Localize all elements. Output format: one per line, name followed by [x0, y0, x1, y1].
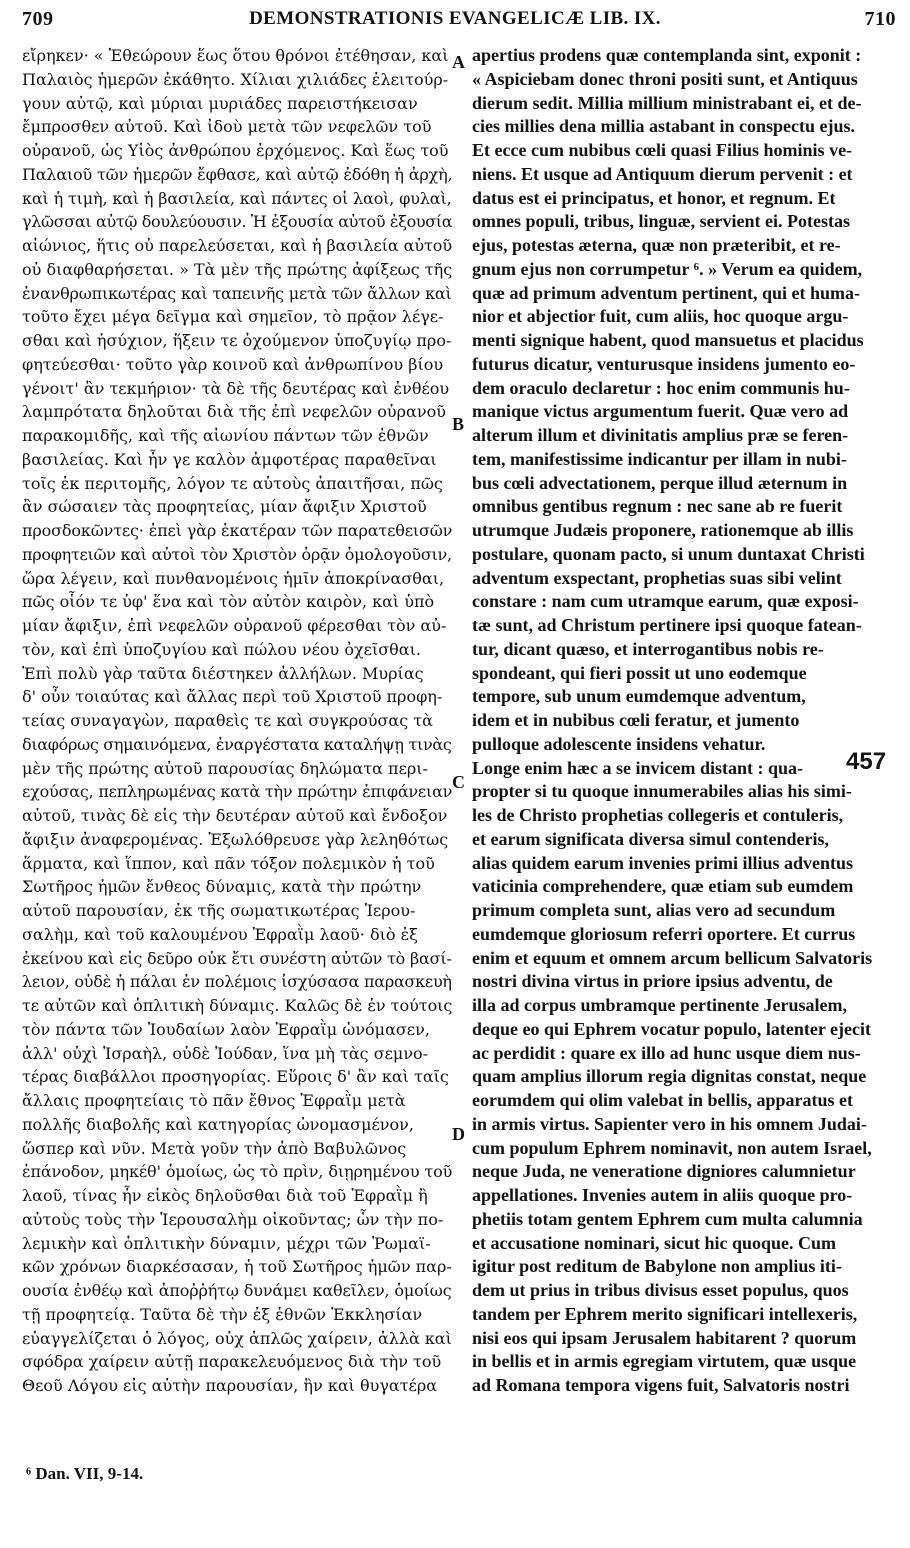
greek-text-line: προσδοκῶντες· ἐπεὶ γὰρ ἑκατέραν τῶν παρατεθεισῶν — [22, 521, 452, 540]
greek-text-line: τέρας διαβάλλοι προσηγορίας. Εὕροις δ' ἂν καὶ ταῖς — [22, 1067, 449, 1087]
section-marker-a: A — [452, 52, 465, 72]
latin-text-line: dem oraculo declaretur : hoc enim communis hu- — [472, 377, 850, 398]
greek-text-line: αὐτοῦ παρουσίαν, ἐκ τῆς σωματικωτέρας Ἱερου- — [22, 901, 416, 920]
greek-text-line: τε αὐτῶν καὶ ὁπλιτικὴ δύναμις. Καλῶς δὲ ἐν τούτοις — [22, 996, 452, 1015]
latin-text-line: nior et abjectior fuit, cum aliis, hoc quoque argu- — [472, 306, 849, 327]
greek-text-line: αὐτοῦ, τινὰς δὲ εἰς τὴν δευτέραν αὐτοῦ καὶ ἔνδοξον — [22, 806, 448, 825]
greek-text-line: Θεοῦ Λόγου εἰς αὐτὴν παρουσίαν, ἣν καὶ θυγατέρα — [22, 1376, 438, 1395]
greek-text-line: μὲν τῆς πρώτης αὐτοῦ παρουσίας δηλώματα περι- — [22, 758, 428, 778]
latin-text-line: quæ ad primum adventum pertinent, qui et huma- — [472, 282, 861, 303]
greek-text-line: σαλὴμ, καὶ τοῦ καλουμένου Ἐφραῒμ λαοῦ· διὸ ἐξ — [22, 924, 418, 944]
greek-text-line: πολλῆς διαβολῆς καὶ κατηγορίας ὠνομασμένον, — [22, 1114, 414, 1134]
latin-text-line: ac perdidit : quare ex illo ad hunc usque diem nus- — [472, 1042, 861, 1063]
latin-text-line: propter si tu quoque innumerabiles alias his simi- — [472, 781, 852, 802]
latin-text-line: bus cœli advectationem, perque illud æternum in — [472, 472, 848, 493]
latin-text-line: illa ad corpus umbramque pertinente Jerusalem, — [472, 995, 847, 1015]
greek-text-line: αἰώνιος, ἥτις οὐ παρελεύσεται, καὶ ἡ βασιλεία αὐτοῦ — [22, 236, 452, 255]
greek-text-line: αὐτοὺς τοὺς τὴν Ἱερουσαλὴμ οἰκοῦντας; ὧν τὴν πο- — [22, 1209, 444, 1229]
latin-text-line: alias quidem earum invenies primi illius adventus — [472, 852, 854, 873]
page-header — [0, 0, 910, 40]
greek-text-line: κῶν χρόνων διαρκέσασαν, ἡ τοῦ Σωτῆρος ἡμῶν παρ- — [22, 1257, 452, 1277]
greek-text-line: ἐνανθρωπικωτέρας καὶ ταπεινῆς μετὰ τῶν ἄλλων καὶ — [22, 283, 452, 303]
latin-text-line: omnes populi, tribus, linguæ, servient ei. Potestas — [472, 211, 851, 232]
greek-text-line: λαοῦ, τίνας ἦν εἰκὸς δηλοῦσθαι διὰ τοῦ Ἐφραῒμ ἢ — [22, 1186, 428, 1205]
latin-column — [472, 44, 900, 1398]
running-title: DEMONSTRATIONIS EVANGELICÆ LIB. IX. — [249, 8, 661, 29]
greek-text-line: γένοιτ' ἂν τεκμήριον· τὰ δὲ τῆς δευτέρας καὶ ἐνθέου — [22, 378, 450, 398]
latin-text-line: enim et equum et omnem arcum bellicum Salvatoris — [472, 947, 873, 968]
greek-text-line: γλῶσσαι αὐτῷ δουλεύουσιν. Ἡ ἐξουσία αὐτοῦ ἐξουσία — [22, 212, 452, 232]
greek-text-line: εὐαγγελίζεται ὁ λόγος, οὐχ ἁπλῶς χαίρειν, ἀλλὰ καὶ — [22, 1328, 452, 1348]
greek-text-line: οὐ διαφθαρήσεται. » Τὰ μὲν τῆς πρώτης ἀφίξεως τῆς — [22, 259, 452, 279]
latin-text-line: pulloque adolescente insidens vehatur. — [472, 733, 766, 754]
latin-text-line: menti signique habent, quod mansuetus et placidus — [472, 330, 864, 350]
latin-text-line: niens. Et usque ad Antiquum dierum pervenit : et — [472, 163, 853, 184]
latin-text-line: nisi eos qui ipsam Jerusalem habitarent ? quorum — [472, 1327, 857, 1348]
latin-text-line: appellationes. Invenies autem in aliis quoque pro- — [472, 1185, 853, 1205]
greek-text-line: τοῦτο ἔχει μέγα δεῖγμα καὶ σημεῖον, τὸ πρᾷον λέγε- — [22, 307, 444, 327]
section-marker-d: D — [452, 1124, 465, 1144]
greek-column — [22, 44, 452, 1398]
latin-text-line: adventum exspectant, prophetias suas sibi velint — [472, 567, 842, 588]
greek-text-line: ἀλλ' οὐχὶ Ἰσραὴλ, οὐδὲ Ἰούδαν, ἵνα μὴ τὰς σεμνο- — [22, 1043, 429, 1063]
greek-text-line: εχούσας, πεπληρωμένας κατὰ τὴν πρώτην ἐπιφάνειαν — [22, 782, 452, 802]
latin-text-line: neque Juda, ne veneratione digniores calumnietur — [472, 1161, 856, 1182]
latin-text-line: « Aspiciebam donec throni positi sunt, et Antiquus — [472, 68, 858, 89]
latin-text-line: deque eo qui Ephrem vocatur populo, latenter ejecit — [472, 1018, 871, 1039]
greek-text-line: λειον, οὐδὲ ἡ πάλαι ἐν πολέμοις ἰσχύσασα παρασκευὴ — [22, 972, 452, 992]
latin-text-line: tempore, sub unum eumdemque adventum, — [472, 686, 806, 707]
greek-text-line: ἄλλαις προφητείαις τὸ πᾶν ἔθνος Ἐφραῒμ μετὰ — [22, 1091, 406, 1110]
greek-text-line: τείας συναγαγὼν, παραθεὶς τε καὶ συγκρούσας τὰ — [22, 711, 433, 730]
greek-text-line: λαμπρότατα δηλοῦται διὰ τῆς ἐπὶ νεφελῶν οὐρανοῦ — [22, 402, 446, 422]
latin-text-line: eumdemque gloriosum referri oportere. Et currus — [472, 923, 856, 944]
latin-text-line: dem ut prius in tribus divisus esset populus, quos — [472, 1280, 849, 1300]
latin-text-line: in bellis et in armis egregiam virtutem, quæ usque — [472, 1351, 857, 1372]
latin-text-line: utrumque Judæis proponere, rationemque ab illis — [472, 520, 854, 540]
greek-text-line: ουσία ἐνθέῳ καὶ ἀποῤῥήτῳ δυνάμει καθεῖλεν, ὁμοίως — [22, 1281, 452, 1300]
greek-text-line: Παλαιὸς ἡμερῶν ἐκάθητο. Χίλιαι χιλιάδες ἐλειτούρ- — [22, 69, 449, 89]
greek-text-line: οὐρανοῦ, ὡς Υἱὸς ἀνθρώπου ἐρχόμενος. Καὶ ἕως τοῦ — [22, 141, 449, 160]
greek-text-line: ἅρματα, καὶ ἵππον, καὶ πᾶν τόξον πολεμικὸν ἡ τοῦ — [22, 853, 435, 873]
latin-text-line: ejus, potestas æterna, quæ non præteribit, et re- — [472, 235, 841, 255]
greek-text-line: παρακομιδῆς, καὶ τῆς αἰωνίου πάντων τῶν ἐθνῶν — [22, 426, 429, 445]
latin-text-line: tur, dicant quæso, et interrogantibus nobis re- — [472, 638, 824, 659]
greek-text-line: μίαν ἄφιξιν, ἐπὶ νεφελῶν οὐρανοῦ φέρεσθαι τὸν αὐ- — [22, 616, 447, 635]
latin-text-line: Et ecce cum nubibus cœli quasi Filius hominis ve- — [472, 140, 853, 160]
greek-text-line: τοῖς ἐκ περιτομῆς, λόγον τε αὐτοὺς ἀπαιτῆσαι, πῶς — [22, 473, 443, 493]
latin-text-line: tæ sunt, ad Christum pertinere ipsi quoque fatean- — [472, 615, 862, 635]
greek-text-line: δ' οὖν τοιαύτας καὶ ἄλλας περὶ τοῦ Χριστοῦ προφη- — [22, 687, 443, 707]
greek-text-line: φητεύεσθαι· τοῦτο γὰρ κοινοῦ καὶ ἀνθρωπίνου βίου — [22, 354, 444, 374]
latin-text-line: tandem per Ephrem merito significari intellexeris, — [472, 1303, 858, 1324]
greek-text-line: ἂν σώσαιεν τὰς προφητείας, μίαν ἄφιξιν Χριστοῦ — [22, 497, 427, 517]
left-page-number: 709 — [22, 8, 54, 30]
greek-text-line: λεμικὴν καὶ ὁπλιτικὴν δύναμιν, μέχρι τῶν Ῥωμαϊ- — [22, 1233, 431, 1253]
latin-text-line: postulare, quonam pacto, si unum duntaxat Christi — [472, 543, 865, 564]
latin-text-line: quam amplius illorum regia dignitas constat, neque — [472, 1066, 867, 1087]
latin-text-line: vaticinia comprehendere, quæ etiam sub eumdem — [472, 876, 854, 897]
latin-text-line: igitur post reditum de Babylone non amplius iti- — [472, 1256, 842, 1277]
greek-text-line: γουν αὐτῷ, καὶ μύριαι μυριάδες παρειστήκεισαν — [22, 93, 418, 113]
greek-text-line: Παλαιοῦ τῶν ἡμερῶν ἔφθασε, καὶ αὐτῷ ἐδόθη ἡ ἀρχὴ, — [22, 164, 452, 184]
footnote: ⁶ Dan. VII, 9-14. — [26, 1464, 144, 1483]
greek-text-line: σφόδρα χαίρειν αὐτῇ παρακελευόμενος διὰ τὴν τοῦ — [22, 1352, 442, 1372]
greek-text-line: σθαι καὶ ἡσύχιον, ἥξειν τε ὀχούμενον ὑποζυγίῳ προ- — [22, 331, 452, 350]
greek-text-line: διαφόρως σημαινόμενα, ἐναργέστατα καταλήψῃ τινὰς — [22, 734, 452, 754]
greek-text-line: ἐπάνοδον, μηκέθ' ὁμοίως, ὡς τὸ πρὶν, διῃρημένου τοῦ — [22, 1162, 452, 1182]
latin-text-line: futurus dicatur, venturusque insidens jumento eo- — [472, 353, 856, 374]
latin-text-line: nostri divina virtus in priore ipsius adventu, de — [472, 971, 833, 992]
greek-text-line: τὸν, καὶ ἐπὶ ὑποζυγίου καὶ πώλου νέου ὀχεῖσθαι. — [22, 639, 421, 659]
section-marker-b: B — [452, 414, 465, 434]
right-page-number: 710 — [864, 8, 896, 30]
latin-text-line: gnum ejus non corrumpetur ⁶. » Verum ea quidem, — [472, 258, 863, 279]
latin-text-line: omnibus gentibus regnum : nec sane ab re fuerit — [472, 496, 843, 517]
latin-text-line: alterum illum et divinitatis amplius præ se feren- — [472, 425, 849, 445]
greek-text-line: ὥρα λέγειν, καὶ πυνθανομένοις ἡμῖν ἀποκρίνασθαι, — [22, 568, 445, 588]
greek-text-line: ὥσπερ καὶ νῦν. Μετὰ γοῦν τὴν ἀπὸ Βαβυλῶνος — [22, 1138, 407, 1158]
latin-text-line: primum completa sunt, alias vero ad secundum — [472, 900, 836, 920]
latin-text-line: ad Romana tempora vigens fuit, Salvatoris nostri — [472, 1375, 850, 1395]
greek-text-line: εἴρηκεν· « Ἐθεώρουν ἕως ὅτου θρόνοι ἐτέθησαν, καὶ — [22, 46, 449, 65]
greek-text-line: βασιλείας. Καὶ ἦν γε καλὸν ἀμφοτέρας παραθεῖναι — [22, 449, 437, 469]
latin-text-line: datus est ei principatus, et honor, et regnum. Et — [472, 187, 836, 208]
column-number: 457 — [846, 748, 887, 775]
latin-text-line: manique victus argumentum fuerit. Quæ vero ad — [472, 401, 849, 422]
greek-text-line: Ἐπὶ πολὺ γὰρ ταῦτα διέστηκεν ἀλλήλων. Μυρίας — [22, 663, 424, 683]
latin-text-line: et accusatione nominari, sicut hic quoque. Cum — [472, 1232, 837, 1253]
latin-text-line: cies millies dena millia astabant in conspectu ejus. — [472, 116, 856, 137]
section-marker-c: C — [452, 772, 465, 792]
greek-text-line: πῶς οἷόν τε ὑφ' ἕνα καὶ τὸν αὐτὸν καιρὸν, καὶ ὑπὸ — [22, 592, 435, 612]
greek-text-line: ἔμπροσθεν αὐτοῦ. Καὶ ἰδοὺ μετὰ τῶν νεφελῶν τοῦ — [22, 117, 432, 137]
latin-text-line: spondeant, qui fieri possit ut uno eodemque — [472, 662, 807, 683]
latin-text-line: cum populum Ephrem nominavit, non autem Israel, — [472, 1137, 872, 1158]
greek-text-line: καὶ ἡ τιμὴ, καὶ ἡ βασιλεία, καὶ πάντες οἱ λαοὶ, φυλαὶ, — [22, 188, 452, 208]
latin-text-line: et earum significata diversa simul contenderis, — [472, 828, 829, 849]
latin-text-line: tem, manifestissime indicantur per illam in nubi- — [472, 448, 847, 469]
greek-text-line: τῇ προφητείᾳ. Ταῦτα δὲ τὴν ἐξ ἐθνῶν Ἐκκλησίαν — [22, 1304, 423, 1324]
latin-text-line: apertius prodens quæ contemplanda sint, exponit : — [472, 45, 862, 65]
latin-text-line: phetiis totam gentem Ephrem cum multa calumnia — [472, 1208, 863, 1229]
greek-text-line: προφητειῶν καὶ αὐτοὶ τὸν Χριστὸν ὁρᾷν ὁμολογοῦσιν, — [22, 544, 452, 564]
greek-text-line: τὸν πάντα τῶν Ἰουδαίων λαὸν Ἐφραῒμ ὠνόμασεν, — [22, 1019, 430, 1039]
greek-text-line: Σωτῆρος ἡμῶν ἔνθεος δύναμις, κατὰ τὴν πρώτην — [22, 877, 422, 897]
greek-text-line: ἐκείνου καὶ εἰς δεῦρο οὐκ ἔτι συνέστη αὐτῶν τὸ βασί- — [22, 948, 452, 968]
latin-text-line: idem et in nubibus cœli feratur, et jumento — [472, 710, 800, 730]
latin-text-line: Longe enim hæc a se invicem distant : qua- — [472, 757, 804, 778]
latin-text-line: in armis virtus. Sapienter vero in his omnem Judai- — [472, 1113, 867, 1134]
latin-text-line: les de Christo prophetias collegeris et contuleris, — [472, 805, 844, 825]
latin-text-line: constare : nam cum utramque earum, quæ exposi- — [472, 591, 859, 612]
latin-text-line: dierum sedit. Millia millium ministrabant ei, et de- — [472, 92, 862, 113]
latin-text-line: eorumdem qui olim valebat in bellis, apparatus et — [472, 1090, 854, 1110]
greek-text-line: ἄφιξιν ἀναφερομένας. Ἐξωλόθρευσε γὰρ λεληθότως — [22, 829, 449, 849]
